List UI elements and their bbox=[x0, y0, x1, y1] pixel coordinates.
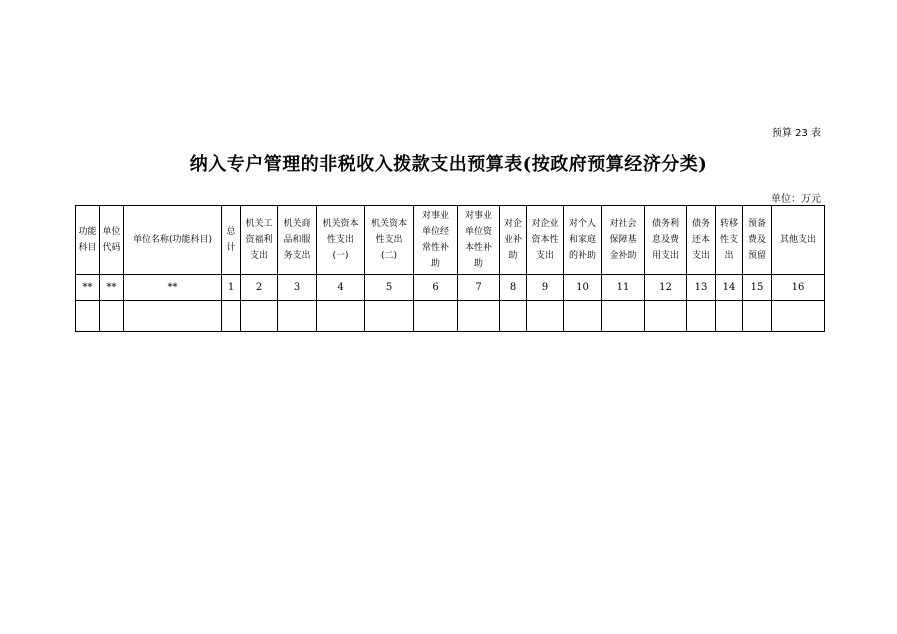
unit-label: 单位：万元 bbox=[771, 194, 821, 205]
column-number: ** bbox=[76, 275, 100, 301]
column-header: 其他支出 bbox=[772, 206, 825, 275]
table-cell bbox=[100, 301, 124, 332]
column-header: 机关资本 性支出 (二) bbox=[365, 206, 414, 275]
table-cell bbox=[716, 301, 743, 332]
table-cell bbox=[772, 301, 825, 332]
column-header: 对企业 资本性 支出 bbox=[527, 206, 564, 275]
column-number: 12 bbox=[645, 275, 687, 301]
table-row bbox=[76, 301, 825, 332]
form-number: 预算 23 表 bbox=[771, 128, 821, 139]
column-number: ** bbox=[124, 275, 222, 301]
column-header: 单位 代码 bbox=[100, 206, 124, 275]
table-cell bbox=[645, 301, 687, 332]
header-row bbox=[76, 206, 825, 275]
table-cell bbox=[222, 301, 241, 332]
column-header: 单位名称(功能科目) bbox=[124, 206, 222, 275]
column-header: 机关工 资福利 支出 bbox=[241, 206, 278, 275]
column-number: 7 bbox=[458, 275, 500, 301]
table-cell bbox=[564, 301, 602, 332]
column-header: 转移 性支 出 bbox=[716, 206, 743, 275]
column-number: 10 bbox=[564, 275, 602, 301]
column-number: 8 bbox=[500, 275, 527, 301]
column-number: 13 bbox=[687, 275, 716, 301]
table-cell bbox=[124, 301, 222, 332]
column-header: 对个人 和家庭 的补助 bbox=[564, 206, 602, 275]
column-header: 功能 科目 bbox=[76, 206, 100, 275]
column-number: 6 bbox=[414, 275, 458, 301]
table-cell bbox=[317, 301, 365, 332]
column-header: 对企 业补 助 bbox=[500, 206, 527, 275]
column-header: 预备 费及 预留 bbox=[743, 206, 772, 275]
column-header: 机关资本 性支出 (一) bbox=[317, 206, 365, 275]
page-title: 纳入专户管理的非税收入拨款支出预算表(按政府预算经济分类) bbox=[189, 154, 708, 175]
column-number: 2 bbox=[241, 275, 278, 301]
table-cell bbox=[241, 301, 278, 332]
table-cell bbox=[602, 301, 645, 332]
column-number: 1 bbox=[222, 275, 241, 301]
column-number: ** bbox=[100, 275, 124, 301]
table-cell bbox=[687, 301, 716, 332]
column-number: 15 bbox=[743, 275, 772, 301]
column-header: 机关商 品和服 务支出 bbox=[278, 206, 317, 275]
table-cell bbox=[527, 301, 564, 332]
column-header: 债务利 息及费 用支出 bbox=[645, 206, 687, 275]
column-number: 11 bbox=[602, 275, 645, 301]
column-number-row bbox=[76, 275, 825, 301]
column-number: 14 bbox=[716, 275, 743, 301]
table-cell bbox=[743, 301, 772, 332]
column-header: 对社会 保障基 金补助 bbox=[602, 206, 645, 275]
budget-table bbox=[75, 205, 825, 332]
column-header: 债务 还本 支出 bbox=[687, 206, 716, 275]
table-cell bbox=[458, 301, 500, 332]
table-cell bbox=[76, 301, 100, 332]
table-cell bbox=[278, 301, 317, 332]
column-number: 5 bbox=[365, 275, 414, 301]
column-header: 总 计 bbox=[222, 206, 241, 275]
column-number: 9 bbox=[527, 275, 564, 301]
table-cell bbox=[365, 301, 414, 332]
column-header: 对事业 单位资 本性补 助 bbox=[458, 206, 500, 275]
column-header: 对事业 单位经 常性补 助 bbox=[414, 206, 458, 275]
column-number: 16 bbox=[772, 275, 825, 301]
table-cell bbox=[500, 301, 527, 332]
table-cell bbox=[414, 301, 458, 332]
column-number: 3 bbox=[278, 275, 317, 301]
column-number: 4 bbox=[317, 275, 365, 301]
